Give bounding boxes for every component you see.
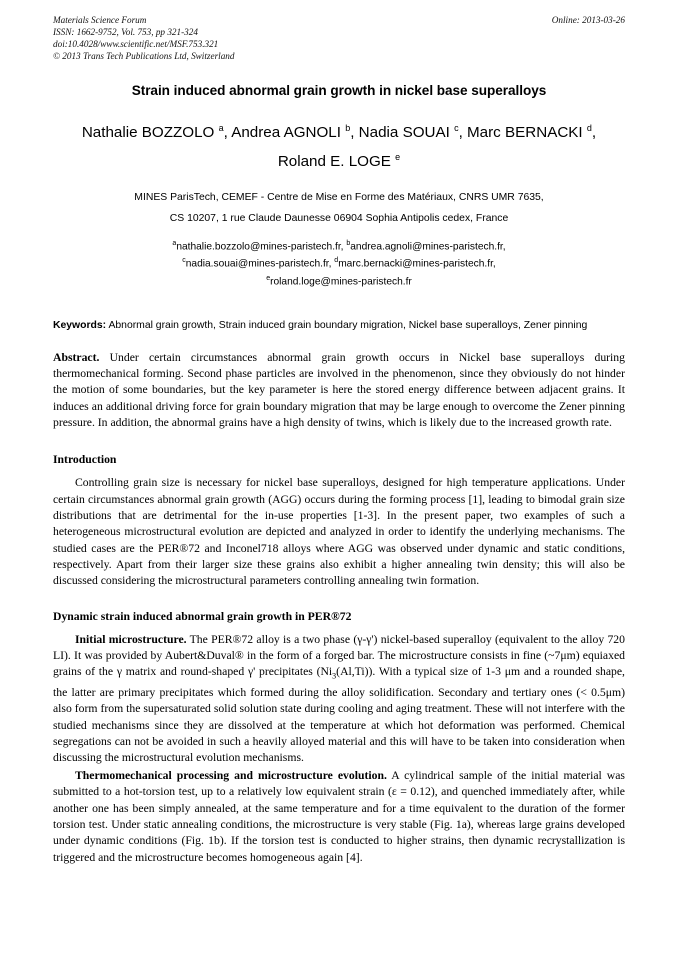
chemical-subscript: 3	[332, 671, 337, 681]
email-line-1	[53, 237, 625, 255]
section-heading-introduction: Introduction	[53, 453, 117, 467]
author-entry	[467, 124, 596, 141]
subsection-text-part-1: The PER®72 alloy is a two phase (γ-γ') nickel-based superalloy (equivalent to the alloy 720 LI). It was provided by Aubert&Duval® in the form of a forged bar. The microstructure consists in fine (~7μm) equiaxed grains of the γ matrix and round-shaped γ' precipitates (Ni	[53, 632, 625, 679]
subsection-lead-label: Thermomechanical processing and microstructure evolution.	[75, 768, 387, 782]
journal-name: Materials Science Forum	[53, 15, 147, 25]
online-date: Online: 2013-03-26	[551, 15, 625, 25]
author-name: Andrea AGNOLI	[231, 124, 341, 142]
subsection-lead-label: Initial microstructure.	[75, 632, 187, 646]
email-address[interactable]: nadia.souai@mines-paristech.fr,	[185, 258, 332, 270]
author-entry	[231, 124, 358, 141]
author-line-1	[53, 116, 625, 145]
author-name: Roland E. LOGE	[277, 153, 391, 171]
author-entry	[82, 124, 231, 141]
email-affil-mark: e	[266, 274, 271, 282]
email-affil-mark: d	[334, 257, 339, 265]
email-line-2	[53, 254, 625, 272]
keywords-text: Abnormal grain growth, Strain induced grain boundary migration, Nickel base superalloys, Zener pinning	[108, 319, 588, 331]
author-line-2	[53, 145, 625, 174]
email-affil-mark: c	[182, 257, 186, 265]
subsection-initial-microstructure	[53, 632, 625, 767]
author-affil-mark: c	[454, 123, 459, 134]
author-name: Marc BERNACKI	[467, 124, 583, 142]
subsection-text-part-2: (Al,Ti)). With a typical size of 1-3 μm and a rounded shape, the latter are primary precipitates which formed during the alloy solidification. Secondary and tertiary ones (< 0.5μm) also form from the supersaturated solid solution state during cooling and aging treatment. These will not interfere with the studied mechanisms since they are dissolved at the temperature at which hot deformation was performed. Chemical segregations can not be avoided in such a heavily alloyed material and this will have to be taken into consideration when discussing the microstructural evolution mechanisms.	[53, 665, 625, 765]
journal-header-right	[552, 14, 625, 26]
author-affil-mark: e	[395, 152, 401, 163]
journal-header-left	[53, 14, 234, 62]
abstract-text: Under certain circumstances abnormal grain growth occurs in Nickel base superalloys during thermomechanical forming. Second phase particles are involved in the phenomenon, since they obviously do not hinder the motion of some boundaries, but the key parameter is here the stored energy difference between adjacent grains. It induces an additional driving force for grain boundary migration that may be large enough to overcome the Zener pinning pressure. In addition, the abnormal grains have a high density of twins, which is likely due to the increased growth rate.	[53, 350, 625, 430]
affiliation-line-1: MINES ParisTech, CEMEF - Centre de Mise en Forme des Matériaux, CNRS UMR 7635,	[134, 191, 544, 203]
email-line-3	[53, 272, 625, 290]
email-affil-mark: a	[172, 239, 177, 247]
page-title: Strain induced abnormal grain growth in nickel base superalloys	[131, 83, 547, 99]
author-affil-mark: b	[345, 123, 351, 134]
journal-header	[53, 14, 625, 62]
email-block	[53, 237, 625, 290]
author-sep: ,	[591, 124, 597, 142]
subsection-thermomechanical-processing	[53, 768, 625, 866]
keywords-block	[53, 318, 625, 333]
email-address[interactable]: marc.bernacki@mines-paristech.fr,	[338, 258, 496, 270]
journal-copyright: © 2013 Trans Tech Publications Ltd, Switzerland	[53, 51, 235, 62]
author-sep: ,	[350, 124, 359, 142]
journal-issn: ISSN: 1662-9752, Vol. 753, pp 321-324	[53, 27, 198, 38]
abstract-label: Abstract.	[53, 350, 100, 364]
author-sep: ,	[223, 124, 232, 142]
author-affil-mark: a	[218, 123, 224, 134]
keywords-label: Keywords:	[53, 319, 107, 331]
affiliation-line-2: CS 10207, 1 rue Claude Daunesse 06904 Sophia Antipolis cedex, France	[169, 212, 509, 224]
affiliation-block	[53, 187, 625, 229]
email-address[interactable]: andrea.agnoli@mines-paristech.fr,	[350, 240, 506, 252]
email-affil-mark: b	[346, 239, 351, 247]
journal-doi: doi:10.4028/www.scientific.net/MSF.753.321	[53, 39, 219, 50]
author-sep: ,	[458, 124, 468, 142]
author-entry	[359, 124, 467, 141]
author-name: Nathalie BOZZOLO	[81, 124, 215, 142]
subsection-text-part-1: A cylindrical sample of the initial material was submitted to a hot-torsion test, up to a relatively low equivalent strain (ε = 0.12), and quenched immediately after, while another one has been simply annealed, at the same temperature and for a time equivalent to the duration of the former torsion test. Under static annealing conditions, the microstructure is very stable (Fig. 1a), whereas large grains developed under dynamic conditions (Fig. 1b). If the torsion test is conducted to higher strains, then dynamic recrystallization is triggered and the microstructure becomes homogeneous again [4].	[53, 768, 625, 864]
author-affil-mark: d	[586, 123, 592, 134]
email-address[interactable]: roland.loge@mines-paristech.fr	[270, 276, 412, 288]
abstract-block	[53, 350, 625, 431]
author-list	[53, 116, 625, 174]
introduction-paragraph: Controlling grain size is necessary for nickel base superalloys, designed for high temperature applications. Under certain circumstances abnormal grain growth (AGG) occurs during the forming process [1], leading to bimodal grain size distributions that are detrimental for the in-use properties [1-3]. In the present paper, two examples of such a heterogeneous microstructural evolution are depicted and analyzed in order to identify the underlying mechanisms. The studied cases are the PER®72 and Inconel718 alloys where AGG was observed under dynamic and static conditions, respectively. Apart from their larger size these grains also exhibit a higher annealing twin density; this will also be discussed considering the microstructural parameters controlling annealing twin formation.	[53, 476, 625, 588]
author-name: Nadia SOUAI	[358, 124, 450, 142]
email-address[interactable]: nathalie.bozzolo@mines-paristech.fr,	[176, 240, 344, 252]
section-heading-per72: Dynamic strain induced abnormal grain growth in PER®72	[53, 609, 352, 623]
